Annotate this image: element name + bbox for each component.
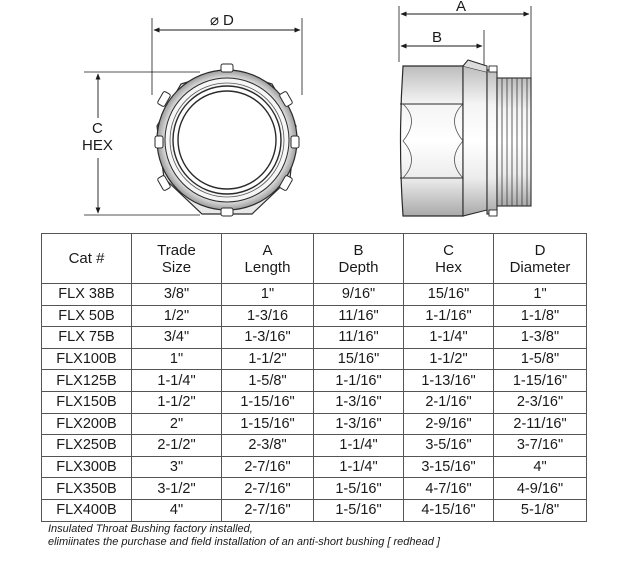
cell-cat-number: FLX300B	[42, 456, 132, 478]
cell-diameter: 4"	[494, 456, 587, 478]
cell-cat-number: FLX125B	[42, 370, 132, 392]
cell-trade-size: 3-1/2"	[132, 478, 222, 500]
cell-diameter: 1-1/8"	[494, 305, 587, 327]
cell-cat-number: FLX 75B	[42, 327, 132, 349]
hex-label-hex: HEX	[82, 137, 113, 154]
depth-label: B	[432, 29, 443, 46]
cell-depth: 1-5/16"	[314, 478, 404, 500]
cell-diameter: 3-7/16"	[494, 435, 587, 457]
cell-length: 1-15/16"	[222, 391, 314, 413]
header-diameter: D Diameter	[494, 234, 587, 284]
table-row	[42, 370, 587, 392]
cell-hex: 1-1/16"	[404, 305, 494, 327]
cell-depth: 11/16"	[314, 305, 404, 327]
cell-trade-size: 2-1/2"	[132, 435, 222, 457]
cell-diameter: 2-3/16"	[494, 391, 587, 413]
cell-diameter: 1-5/8"	[494, 348, 587, 370]
technical-drawing	[0, 0, 636, 228]
header-length: A Length	[222, 234, 314, 284]
table-row	[42, 391, 587, 413]
cell-trade-size: 4"	[132, 499, 222, 521]
cell-length: 1-5/8"	[222, 370, 314, 392]
cell-cat-number: FLX350B	[42, 478, 132, 500]
specification-table	[41, 233, 587, 522]
cell-hex: 4-15/16"	[404, 499, 494, 521]
cell-length: 2-3/8"	[222, 435, 314, 457]
cell-trade-size: 3"	[132, 456, 222, 478]
cell-hex: 4-7/16"	[404, 478, 494, 500]
table-row	[42, 327, 587, 349]
cell-depth: 1-5/16"	[314, 499, 404, 521]
cell-cat-number: FLX250B	[42, 435, 132, 457]
cell-cat-number: FLX 50B	[42, 305, 132, 327]
table-row	[42, 284, 587, 306]
table-header-row	[42, 234, 587, 284]
cell-trade-size: 2"	[132, 413, 222, 435]
flange-tab-bottom	[489, 210, 497, 216]
cell-length: 1-15/16"	[222, 413, 314, 435]
header-cat-number: Cat #	[42, 234, 132, 284]
cell-cat-number: FLX 38B	[42, 284, 132, 306]
cell-diameter: 1"	[494, 284, 587, 306]
header-depth: B Depth	[314, 234, 404, 284]
table-row	[42, 348, 587, 370]
cell-trade-size: 1"	[132, 348, 222, 370]
cell-diameter: 1-3/8"	[494, 327, 587, 349]
cell-trade-size: 3/4"	[132, 327, 222, 349]
cell-hex: 2-9/16"	[404, 413, 494, 435]
cell-length: 1-3/16"	[222, 327, 314, 349]
header-trade-size: Trade Size	[132, 234, 222, 284]
cell-diameter: 2-11/16"	[494, 413, 587, 435]
flange-tab-top	[489, 66, 497, 72]
throat-opening	[178, 91, 276, 189]
cell-cat-number: FLX150B	[42, 391, 132, 413]
cell-depth: 1-3/16"	[314, 391, 404, 413]
table-row	[42, 305, 587, 327]
hex-nut-side	[401, 66, 464, 216]
footnote-line-2: elimiinates the purchase and field installation of an anti-short bushing [ redhead ]	[48, 536, 440, 548]
cell-hex: 3-15/16"	[404, 456, 494, 478]
cell-cat-number: FLX200B	[42, 413, 132, 435]
side-view	[399, 0, 531, 216]
cell-depth: 11/16"	[314, 327, 404, 349]
cell-hex: 1-1/4"	[404, 327, 494, 349]
footnote	[48, 523, 608, 549]
cell-hex: 3-5/16"	[404, 435, 494, 457]
diameter-label: D	[223, 12, 234, 29]
cell-depth: 1-1/16"	[314, 370, 404, 392]
cell-trade-size: 1-1/4"	[132, 370, 222, 392]
header-hex: C Hex	[404, 234, 494, 284]
cell-depth: 9/16"	[314, 284, 404, 306]
diameter-symbol: ⌀	[210, 12, 220, 29]
cell-depth: 1-1/4"	[314, 456, 404, 478]
cell-length: 1-1/2"	[222, 348, 314, 370]
cell-cat-number: FLX100B	[42, 348, 132, 370]
cell-diameter: 5-1/8"	[494, 499, 587, 521]
cell-length: 2-7/16"	[222, 499, 314, 521]
table-row	[42, 435, 587, 457]
length-label: A	[456, 0, 467, 15]
table-row	[42, 413, 587, 435]
cell-diameter: 1-15/16"	[494, 370, 587, 392]
table-row	[42, 478, 587, 500]
table-row	[42, 456, 587, 478]
cell-length: 1-3/16	[222, 305, 314, 327]
cell-cat-number: FLX400B	[42, 499, 132, 521]
front-view	[82, 12, 302, 216]
cell-trade-size: 1-1/2"	[132, 391, 222, 413]
cell-length: 1"	[222, 284, 314, 306]
cell-depth: 1-1/4"	[314, 435, 404, 457]
hex-label-c: C	[92, 120, 103, 137]
table-row	[42, 499, 587, 521]
cell-depth: 1-3/16"	[314, 413, 404, 435]
cell-trade-size: 1/2"	[132, 305, 222, 327]
cell-depth: 15/16"	[314, 348, 404, 370]
cell-length: 2-7/16"	[222, 478, 314, 500]
cell-hex: 1-13/16"	[404, 370, 494, 392]
cell-trade-size: 3/8"	[132, 284, 222, 306]
cell-hex: 1-1/2"	[404, 348, 494, 370]
cell-hex: 15/16"	[404, 284, 494, 306]
cell-hex: 2-1/16"	[404, 391, 494, 413]
cell-diameter: 4-9/16"	[494, 478, 587, 500]
cell-length: 2-7/16"	[222, 456, 314, 478]
footnote-line-1: Insulated Throat Bushing factory installed,	[48, 523, 253, 535]
